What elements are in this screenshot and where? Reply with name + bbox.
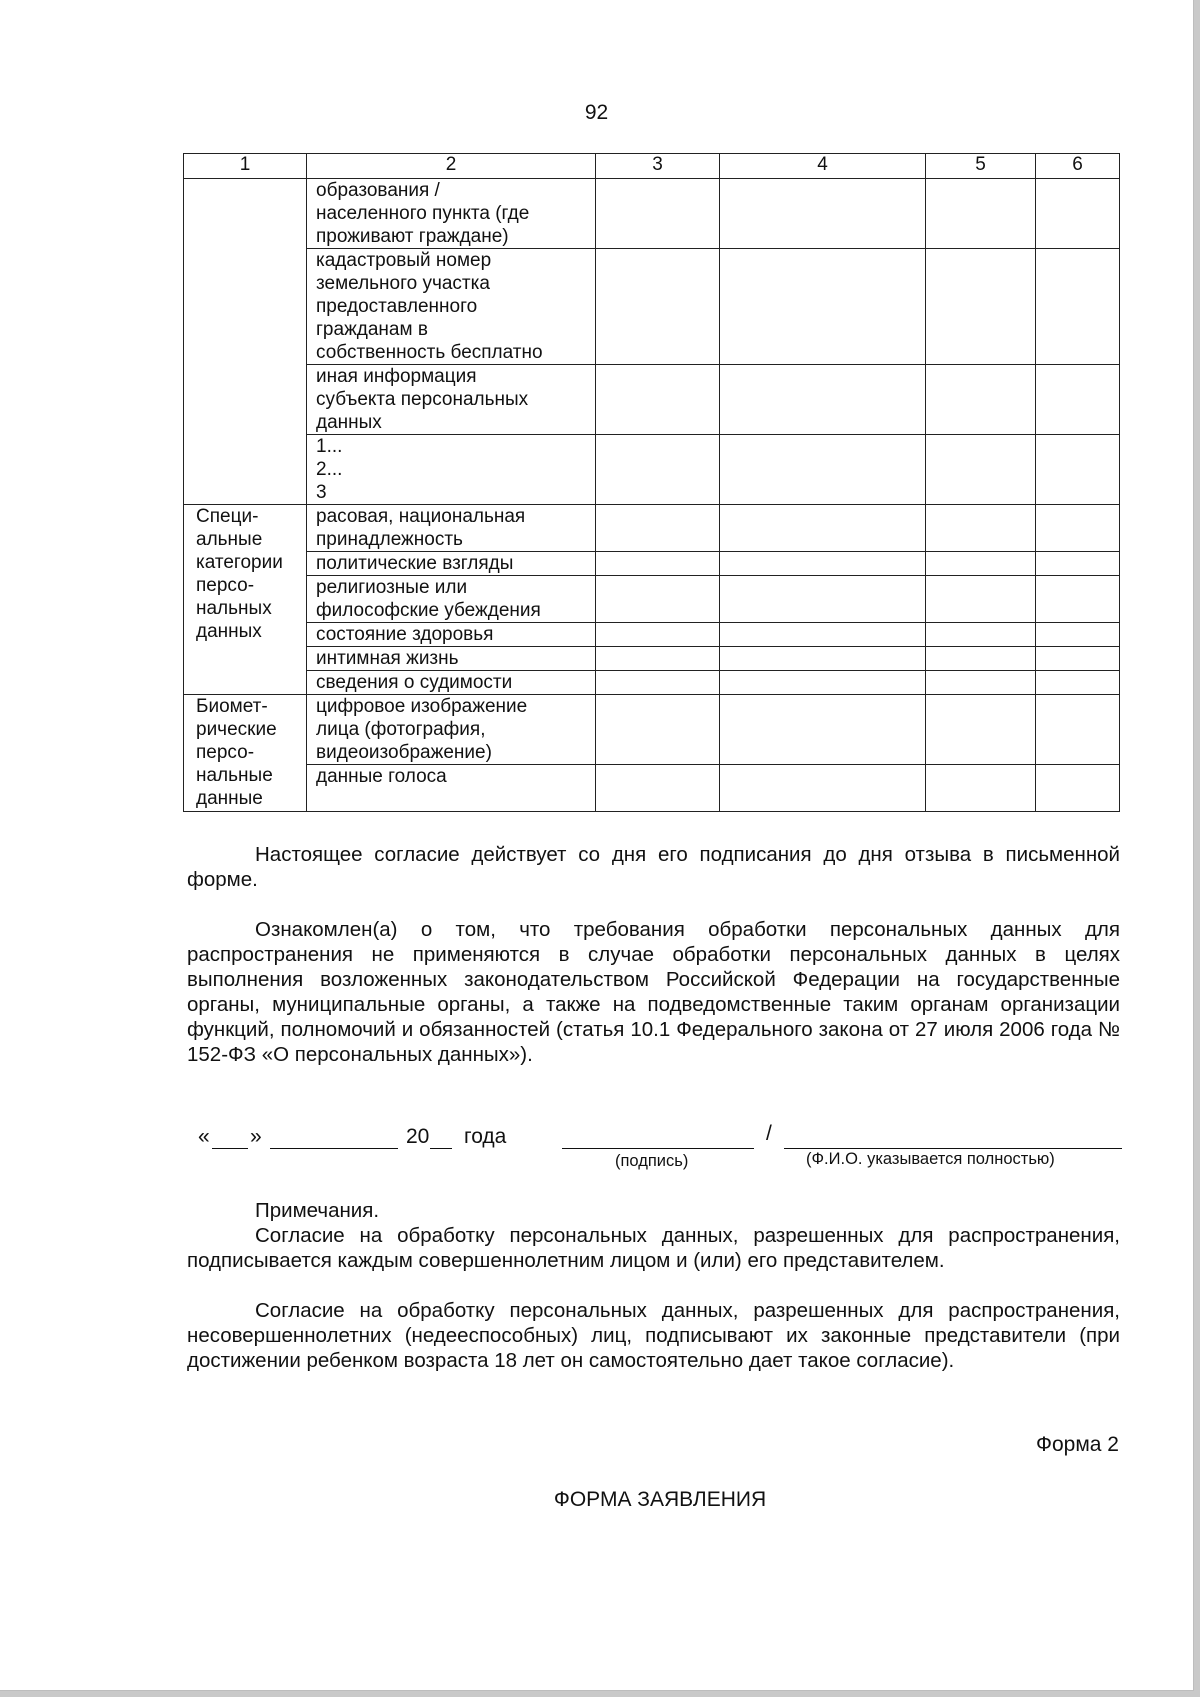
table-row: [184, 647, 1120, 671]
category-line: данные: [196, 788, 263, 809]
category-line: персо-: [196, 575, 255, 596]
empty-cell: [596, 249, 720, 365]
empty-cell: [1036, 576, 1120, 623]
form-title: ФОРМА ЗАЯВЛЕНИЯ: [553, 1488, 767, 1511]
empty-cell: [926, 365, 1036, 435]
note-1: [187, 1223, 1120, 1273]
year-prefix: 20: [406, 1125, 430, 1148]
cell-line: 3: [316, 482, 327, 503]
table-row: [184, 249, 1120, 365]
table-header-row: [184, 154, 1120, 179]
empty-cell: [596, 647, 720, 671]
cell-line: кадастровый номер: [316, 250, 492, 271]
empty-cell: [1036, 552, 1120, 576]
cell-line: иная информация: [316, 366, 477, 387]
empty-cell: [596, 765, 720, 812]
empty-cell: [720, 623, 926, 647]
note-2: [187, 1298, 1120, 1373]
empty-cell: [1036, 765, 1120, 812]
empty-cell: [720, 505, 926, 552]
cell-line: данные голоса: [316, 766, 447, 787]
empty-cell: [926, 505, 1036, 552]
empty-cell: [720, 365, 926, 435]
cell-line: сведения о судимости: [316, 672, 513, 693]
empty-cell: [926, 671, 1036, 695]
empty-cell: [926, 623, 1036, 647]
cell-line: предоставленного: [316, 296, 478, 317]
cell-line: цифровое изображение: [316, 696, 528, 717]
empty-cell: [720, 552, 926, 576]
empty-cell: [720, 249, 926, 365]
data-item-cell: [307, 576, 596, 623]
table-row: [184, 695, 1120, 765]
cell-line: состояние здоровья: [316, 624, 494, 645]
acknowledgment-paragraph: [187, 917, 1120, 1067]
data-item-cell: [307, 435, 596, 505]
personal-data-table: [183, 153, 1120, 812]
empty-cell: [596, 505, 720, 552]
category-line: нальные: [196, 765, 273, 786]
data-item-cell: [307, 505, 596, 552]
empty-cell: [1036, 505, 1120, 552]
empty-cell: [720, 435, 926, 505]
cell-line: расовая, национальная: [316, 506, 526, 527]
empty-cell: [1036, 249, 1120, 365]
empty-cell: [926, 647, 1036, 671]
column-header: 5: [926, 154, 1036, 179]
category-line: категории: [196, 552, 283, 573]
form-number-label: Форма 2: [1036, 1433, 1119, 1456]
category-line: Биомет-: [196, 696, 268, 717]
empty-cell: [1036, 647, 1120, 671]
empty-cell: [596, 435, 720, 505]
empty-cell: [1036, 435, 1120, 505]
cell-line: политические взгляды: [316, 553, 514, 574]
month-blank-line[interactable]: [270, 1148, 398, 1149]
empty-cell: [720, 695, 926, 765]
cell-line: собственность бесплатно: [316, 342, 543, 363]
page-number: 92: [584, 101, 609, 124]
validity-text: Настоящее согласие действует со дня его подписания до дня отзыва в письменной форме.: [187, 843, 1120, 891]
empty-cell: [720, 179, 926, 249]
year-blank-line[interactable]: [430, 1148, 452, 1149]
cell-line: субъекта персональных: [316, 389, 529, 410]
category-line: рические: [196, 719, 277, 740]
table-row: [184, 505, 1120, 552]
table-row: [184, 365, 1120, 435]
empty-cell: [596, 671, 720, 695]
open-quote: «: [198, 1125, 210, 1148]
data-item-cell: [307, 695, 596, 765]
empty-cell: [596, 623, 720, 647]
empty-cell: [1036, 623, 1120, 647]
empty-cell: [596, 365, 720, 435]
empty-cell: [596, 179, 720, 249]
day-blank-line[interactable]: [212, 1148, 248, 1149]
cell-line: видеоизображение): [316, 742, 492, 763]
category-line: альные: [196, 529, 263, 550]
cell-line: данных: [316, 412, 382, 433]
cell-line: 1...: [316, 436, 343, 457]
notes-heading: [187, 1198, 1120, 1223]
empty-cell: [926, 179, 1036, 249]
table-row: [184, 623, 1120, 647]
empty-cell: [926, 765, 1036, 812]
empty-cell: [926, 435, 1036, 505]
year-suffix: года: [464, 1125, 507, 1148]
empty-cell: [1036, 671, 1120, 695]
empty-cell: [596, 552, 720, 576]
category-line: нальных: [196, 598, 272, 619]
empty-cell: [596, 576, 720, 623]
category-cell: [184, 179, 307, 505]
signature-row: [198, 1120, 1123, 1180]
notes-heading-text: Примечания.: [255, 1199, 380, 1222]
empty-cell: [720, 765, 926, 812]
signature-caption: (подпись): [615, 1152, 689, 1170]
empty-cell: [720, 576, 926, 623]
cell-line: 2...: [316, 459, 343, 480]
table-row: [184, 179, 1120, 249]
data-item-cell: [307, 365, 596, 435]
cell-line: интимная жизнь: [316, 648, 459, 669]
cell-line: религиозные или: [316, 577, 468, 598]
data-item-cell: [307, 671, 596, 695]
empty-cell: [1036, 365, 1120, 435]
signature-blank-line[interactable]: [562, 1148, 754, 1149]
cell-line: земельного участка: [316, 273, 490, 294]
column-header: 1: [184, 154, 307, 179]
cell-line: лица (фотография,: [316, 719, 486, 740]
table-row: [184, 435, 1120, 505]
data-item-cell: [307, 765, 596, 812]
empty-cell: [1036, 179, 1120, 249]
data-item-cell: [307, 179, 596, 249]
column-header: 6: [1036, 154, 1120, 179]
empty-cell: [926, 576, 1036, 623]
column-header: 2: [307, 154, 596, 179]
data-item-cell: [307, 249, 596, 365]
column-header: 3: [596, 154, 720, 179]
close-quote: »: [250, 1125, 262, 1148]
category-cell-special: [184, 505, 307, 695]
name-caption: (Ф.И.О. указывается полностью): [806, 1150, 1055, 1168]
data-item-cell: [307, 623, 596, 647]
empty-cell: [926, 695, 1036, 765]
slash: /: [766, 1122, 772, 1145]
empty-cell: [720, 647, 926, 671]
note-2-text: Согласие на обработку персональных данных, разрешенных для распространения, несовершеннолетних (недееспособных) лиц, подписывают их законные представители (при достижении ребенком возраста 18 лет он самостоятельно дает такое согласие).: [187, 1299, 1120, 1372]
data-item-cell: [307, 647, 596, 671]
category-line: персо-: [196, 742, 255, 763]
table-row: [184, 765, 1120, 812]
validity-paragraph: [187, 842, 1120, 892]
empty-cell: [1036, 695, 1120, 765]
table-row: [184, 552, 1120, 576]
name-blank-line[interactable]: [784, 1148, 1122, 1149]
empty-cell: [720, 671, 926, 695]
category-cell-biometric: [184, 695, 307, 812]
category-line: данных: [196, 621, 262, 642]
table-row: [184, 671, 1120, 695]
empty-cell: [926, 552, 1036, 576]
data-item-cell: [307, 552, 596, 576]
column-header: 4: [720, 154, 926, 179]
empty-cell: [596, 695, 720, 765]
empty-cell: [926, 249, 1036, 365]
cell-line: образования /: [316, 180, 440, 201]
table-row: [184, 576, 1120, 623]
note-1-text: Согласие на обработку персональных данных, разрешенных для распространения, подписывается каждым совершеннолетним лицом и (или) его представителем.: [187, 1224, 1120, 1272]
cell-line: гражданам в: [316, 319, 428, 340]
cell-line: населенного пункта (где: [316, 203, 530, 224]
category-line: Специ-: [196, 506, 259, 527]
cell-line: философские убеждения: [316, 600, 541, 621]
cell-line: принадлежность: [316, 529, 463, 550]
acknowledgment-text: Ознакомлен(а) о том, что требования обработки персональных данных для распространения не применяются в случае обработки персональных данных в целях выполнения возложенных законодательством Российской Федерации на государственные органы, муниципальные органы, а также на подведомственные таким органам организации функций, полномочий и обязанностей (статья 10.1 Федерального закона от 27 июля 2006 года № 152-ФЗ «О персональных данных»).: [187, 918, 1120, 1066]
cell-line: проживают граждане): [316, 226, 509, 247]
